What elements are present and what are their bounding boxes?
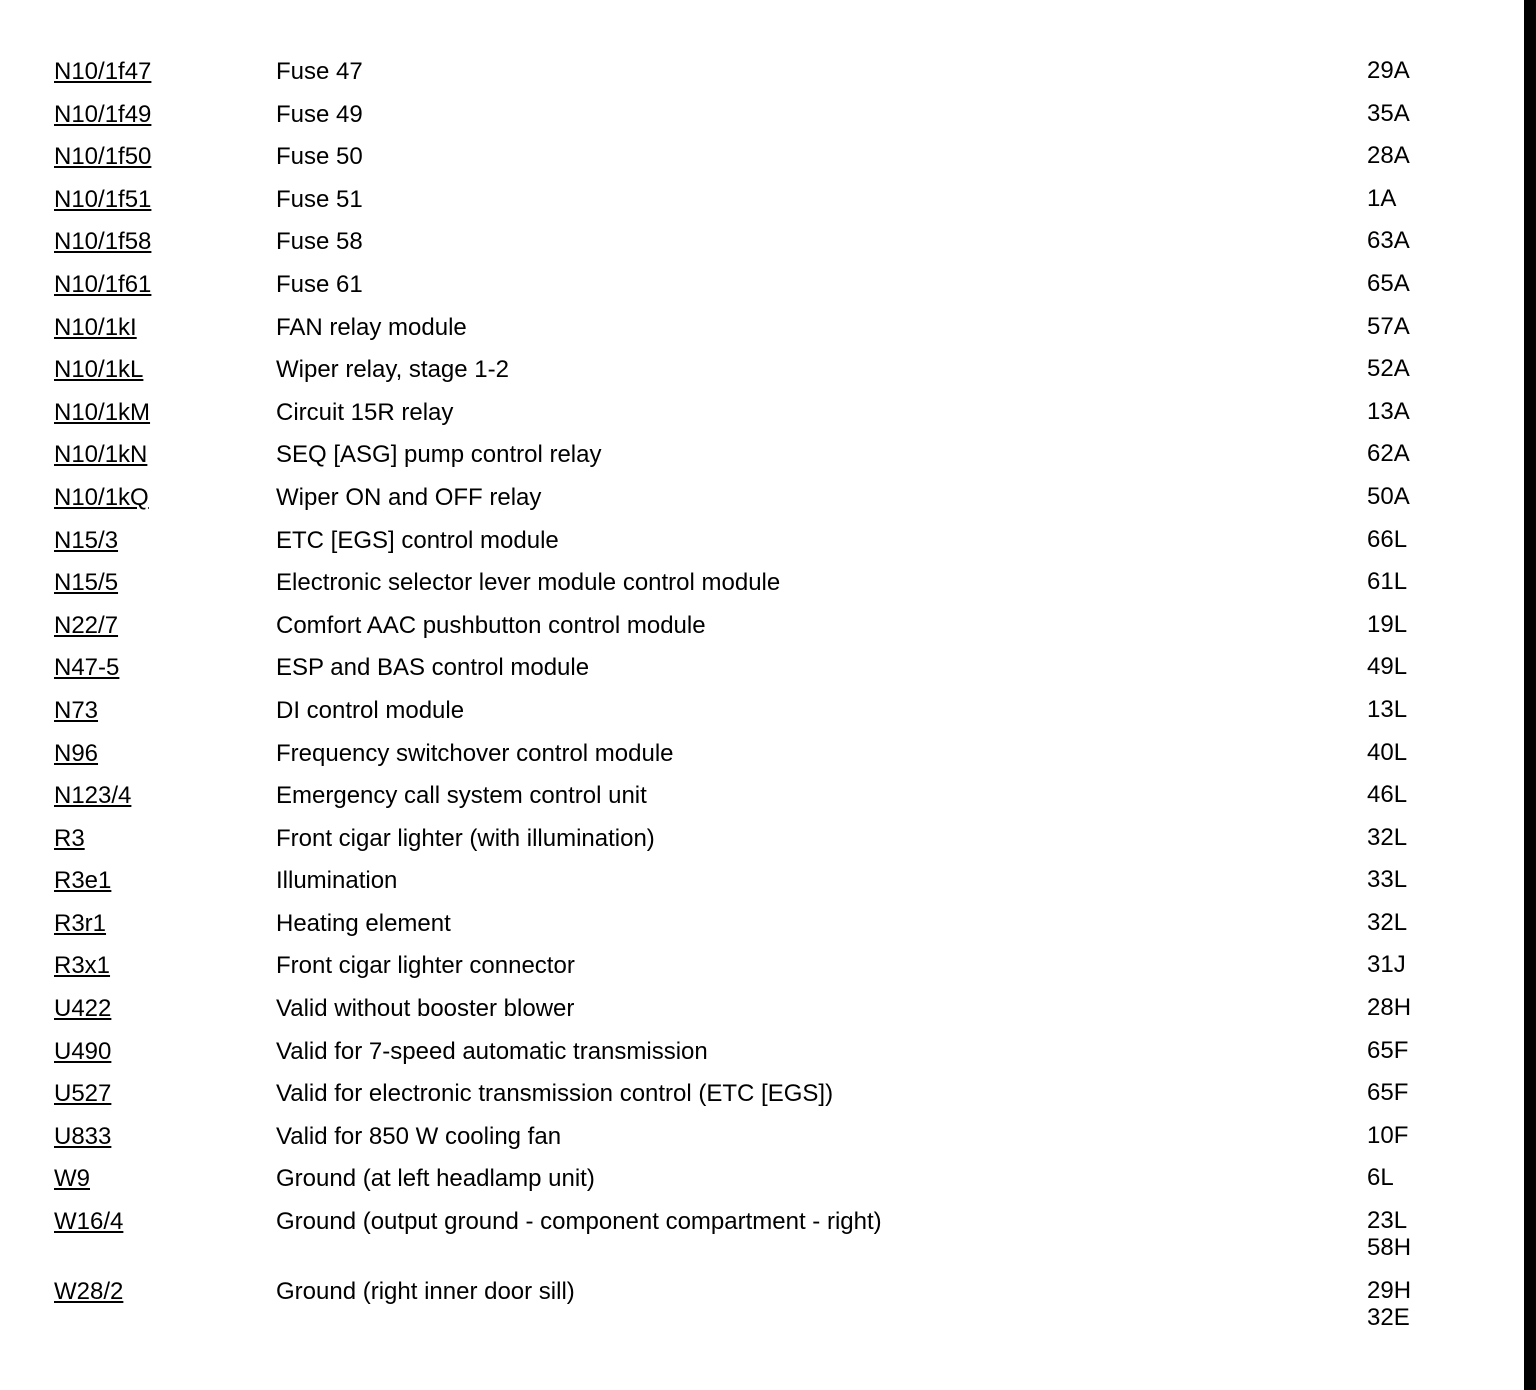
component-legend <box>54 57 1454 1347</box>
grid-reference: 66L <box>1367 525 1408 553</box>
component-description: Front cigar lighter (with illumination) <box>276 824 655 852</box>
component-code-link[interactable]: N73 <box>54 696 99 724</box>
legend-row <box>54 1079 1454 1122</box>
component-code-link[interactable]: R3x1 <box>54 952 111 980</box>
component-description: Heating element <box>276 909 451 937</box>
component-description: Fuse 49 <box>276 100 363 128</box>
component-description: Ground (at left headlamp unit) <box>276 1165 595 1193</box>
grid-reference-list <box>1367 1037 1408 1064</box>
grid-reference-list <box>1367 739 1407 766</box>
legend-row <box>54 866 1454 909</box>
component-description: DI control module <box>276 696 465 724</box>
legend-row <box>54 739 1454 782</box>
component-description: Electronic selector lever module control module <box>276 569 781 597</box>
component-code-link[interactable]: U422 <box>54 995 112 1023</box>
component-code-link[interactable]: N10/1f49 <box>54 100 152 128</box>
component-description: Fuse 58 <box>276 228 363 256</box>
legend-row <box>54 440 1454 483</box>
grid-reference-list <box>1367 568 1407 595</box>
grid-reference-list <box>1367 611 1407 638</box>
grid-reference-list <box>1367 398 1410 425</box>
grid-reference-list <box>1367 440 1410 467</box>
legend-row <box>54 100 1454 143</box>
grid-reference: 6L <box>1367 1164 1394 1192</box>
component-code-link[interactable]: N10/1f47 <box>54 58 152 85</box>
grid-reference: 28H <box>1367 994 1412 1022</box>
component-code-link[interactable]: N10/1kN <box>54 441 148 469</box>
grid-reference-list <box>1367 57 1410 84</box>
component-code-link[interactable]: N15/3 <box>54 526 119 554</box>
grid-reference: 29A <box>1367 57 1410 84</box>
grid-reference-list <box>1367 696 1407 723</box>
grid-reference: 19L <box>1367 610 1408 638</box>
component-code-link[interactable]: N10/1kL <box>54 356 144 384</box>
grid-reference-list <box>1367 1122 1408 1149</box>
legend-row <box>54 1037 1454 1080</box>
grid-reference-list <box>1367 355 1410 382</box>
legend-row <box>54 696 1454 739</box>
grid-reference: 32E <box>1367 1304 1410 1332</box>
component-description: Fuse 61 <box>276 270 363 298</box>
grid-reference: 32L <box>1367 908 1408 936</box>
grid-reference-list <box>1367 824 1407 851</box>
grid-reference-list <box>1367 909 1407 936</box>
grid-reference: 32L <box>1367 823 1408 851</box>
grid-reference-list <box>1367 142 1410 169</box>
legend-row <box>54 1164 1454 1207</box>
legend-row <box>54 483 1454 526</box>
component-code-link[interactable]: N22/7 <box>54 611 119 639</box>
grid-reference-list <box>1367 1079 1408 1106</box>
component-code-link[interactable]: R3e1 <box>54 867 112 895</box>
grid-reference: 50A <box>1367 482 1410 510</box>
grid-reference: 1A <box>1367 184 1397 212</box>
grid-reference: 58H <box>1367 1234 1412 1262</box>
component-description: Wiper relay, stage 1-2 <box>276 356 509 384</box>
grid-reference: 23L <box>1367 1207 1408 1235</box>
page-edge-bar <box>1524 0 1536 1390</box>
grid-reference: 31J <box>1367 951 1406 979</box>
legend-row <box>54 185 1454 228</box>
component-description: Valid for electronic transmission control (ETC [EGS]) <box>276 1080 834 1108</box>
legend-row <box>54 57 1454 100</box>
component-description: Fuse 51 <box>276 185 363 213</box>
grid-reference: 29H <box>1367 1277 1412 1305</box>
component-code-link[interactable]: N10/1kI <box>54 313 137 341</box>
legend-row <box>54 951 1454 994</box>
component-description: Fuse 50 <box>276 143 363 171</box>
grid-reference-list <box>1367 866 1407 893</box>
component-code-link[interactable]: U527 <box>54 1080 112 1108</box>
grid-reference-list <box>1367 100 1410 127</box>
legend-row <box>54 1122 1454 1165</box>
grid-reference: 62A <box>1367 440 1410 468</box>
component-code-link[interactable]: N10/1f51 <box>54 185 152 213</box>
component-description: Valid for 850 W cooling fan <box>276 1122 562 1150</box>
grid-reference: 40L <box>1367 738 1408 766</box>
component-code-link[interactable]: N123/4 <box>54 782 132 810</box>
component-description: FAN relay module <box>276 313 467 341</box>
grid-reference-list <box>1367 227 1410 254</box>
grid-reference-list <box>1367 483 1410 510</box>
component-code-link[interactable]: W16/4 <box>54 1208 124 1236</box>
legend-row <box>54 355 1454 398</box>
grid-reference: 65F <box>1367 1079 1409 1107</box>
grid-reference-list <box>1367 781 1407 808</box>
legend-row <box>54 227 1454 270</box>
legend-row <box>54 270 1454 313</box>
component-description: Frequency switchover control module <box>276 739 674 767</box>
component-description: SEQ [ASG] pump control relay <box>276 441 602 469</box>
component-code-link[interactable]: N10/1kQ <box>54 483 149 511</box>
grid-reference: 33L <box>1367 866 1408 894</box>
grid-reference: 46L <box>1367 781 1408 809</box>
component-code-link[interactable]: N10/1f61 <box>54 270 152 298</box>
legend-row <box>54 824 1454 867</box>
grid-reference-list <box>1367 951 1406 978</box>
component-code-link[interactable]: N10/1kM <box>54 398 151 426</box>
component-description: ESP and BAS control module <box>276 654 590 682</box>
legend-row <box>54 909 1454 952</box>
legend-row <box>54 568 1454 611</box>
component-code-link[interactable]: N96 <box>54 739 99 767</box>
grid-reference: 65A <box>1367 269 1410 297</box>
legend-row <box>54 398 1454 441</box>
grid-reference: 10F <box>1367 1121 1409 1149</box>
legend-row <box>54 526 1454 569</box>
component-description: Emergency call system control unit <box>276 782 647 810</box>
grid-reference-list <box>1367 526 1407 553</box>
grid-reference: 49L <box>1367 653 1408 681</box>
grid-reference-list <box>1367 653 1407 680</box>
grid-reference: 63A <box>1367 227 1410 255</box>
component-code-link[interactable]: W9 <box>54 1165 90 1193</box>
grid-reference: 13L <box>1367 695 1408 723</box>
component-description: Valid for 7-speed automatic transmission <box>276 1037 708 1065</box>
component-code-link[interactable]: N15/5 <box>54 569 119 597</box>
legend-row <box>54 1277 1454 1347</box>
legend-row <box>54 781 1454 824</box>
component-description: Circuit 15R relay <box>276 398 454 426</box>
component-description: Comfort AAC pushbutton control module <box>276 611 706 639</box>
legend-row <box>54 611 1454 654</box>
grid-reference-list <box>1367 1207 1411 1261</box>
grid-reference: 61L <box>1367 568 1408 596</box>
component-code-link[interactable]: U490 <box>54 1037 112 1065</box>
component-description: Ground (right inner door sill) <box>276 1278 575 1306</box>
component-code-link[interactable]: N10/1f58 <box>54 228 152 256</box>
grid-reference: 13A <box>1367 397 1410 425</box>
grid-reference: 28A <box>1367 142 1410 170</box>
legend-row <box>54 313 1454 356</box>
component-code-link[interactable]: N47-5 <box>54 654 120 682</box>
component-code-link[interactable]: R3r1 <box>54 909 107 937</box>
grid-reference-list <box>1367 1164 1394 1191</box>
legend-row <box>54 142 1454 185</box>
grid-reference: 65F <box>1367 1036 1409 1064</box>
component-description: Illumination <box>276 867 398 895</box>
legend-row <box>54 653 1454 696</box>
grid-reference-list <box>1367 185 1396 212</box>
component-code-link[interactable]: R3 <box>54 824 85 852</box>
component-code-link[interactable]: U833 <box>54 1122 112 1150</box>
component-description: Front cigar lighter connector <box>276 952 575 980</box>
grid-reference-list <box>1367 270 1410 297</box>
grid-reference: 35A <box>1367 99 1410 127</box>
component-description: ETC [EGS] control module <box>276 526 559 554</box>
grid-reference: 57A <box>1367 312 1410 340</box>
component-description: Ground (output ground - component compartment - right) <box>276 1208 882 1236</box>
component-code-link[interactable]: N10/1f50 <box>54 143 152 171</box>
component-description: Wiper ON and OFF relay <box>276 483 542 511</box>
legend-row <box>54 1207 1454 1277</box>
grid-reference-list <box>1367 994 1411 1021</box>
component-code-link[interactable]: W28/2 <box>54 1278 124 1306</box>
grid-reference-list <box>1367 1277 1411 1331</box>
component-description: Fuse 47 <box>276 58 363 85</box>
grid-reference-list <box>1367 313 1410 340</box>
legend-row <box>54 994 1454 1037</box>
component-description: Valid without booster blower <box>276 995 575 1023</box>
grid-reference: 52A <box>1367 355 1410 383</box>
